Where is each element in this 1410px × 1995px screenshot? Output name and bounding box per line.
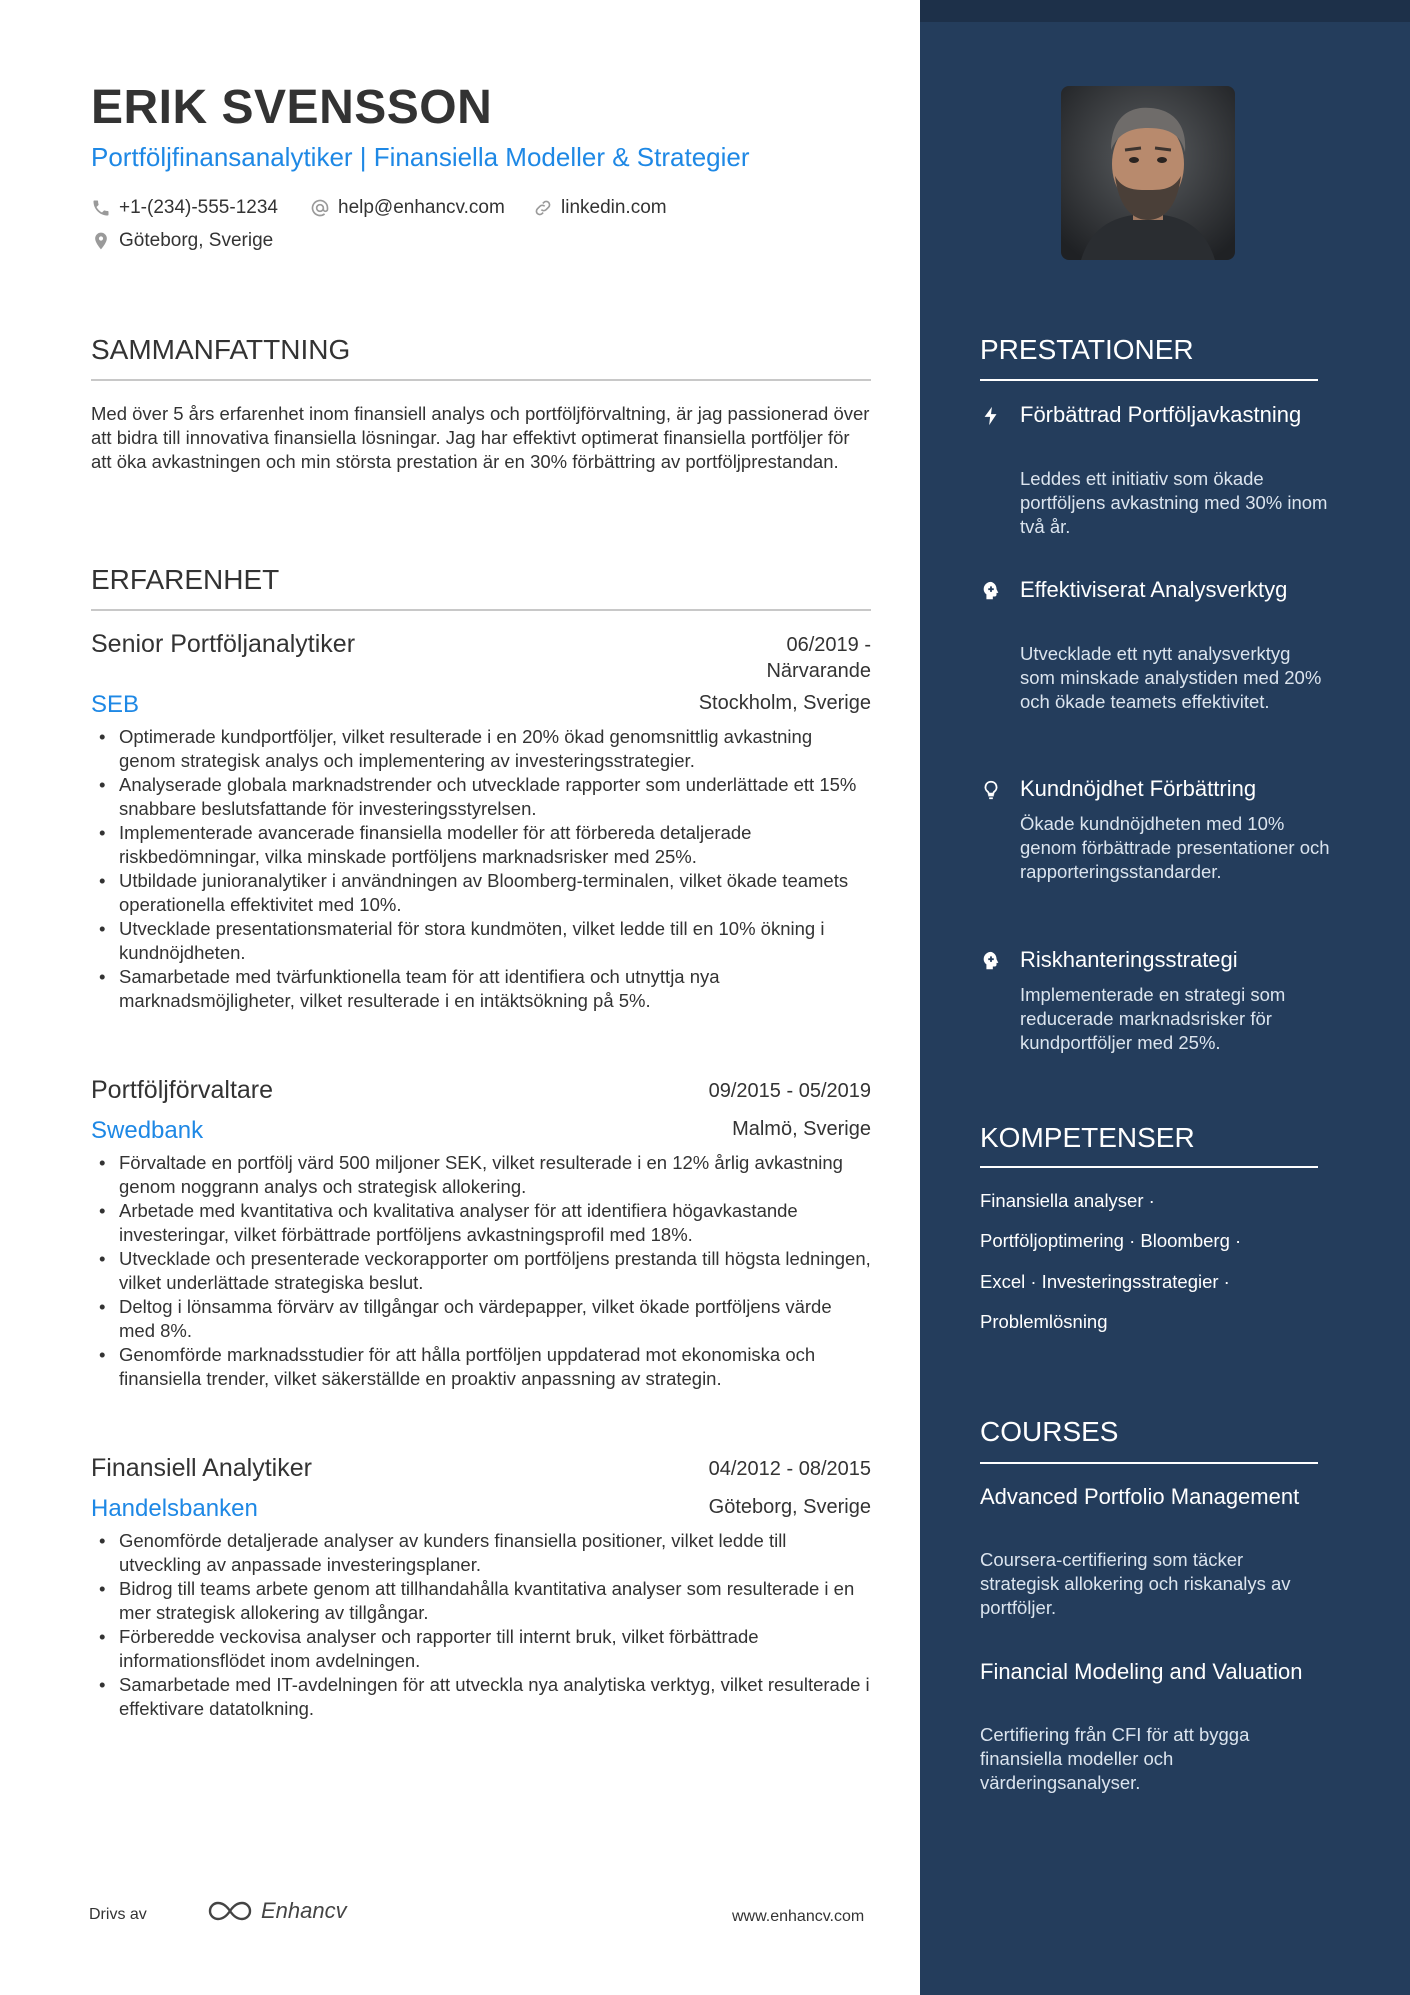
link-icon: [533, 198, 553, 218]
bullet-item: • Deltog i lönsamma förvärv av tillgångar och värdepapper, vilket ökade portföljens värde med 8%.: [91, 1295, 871, 1343]
job-title: Senior Portföljanalytiker: [91, 630, 356, 658]
brand-name: Enhancv: [261, 1898, 347, 1923]
summary-heading: SAMMANFATTNING: [91, 334, 351, 365]
job-location: Göteborg, Sverige: [708, 1496, 871, 1518]
skills-line: Finansiella analyser ·: [980, 1190, 1155, 1211]
candidate-name: ERIK SVENSSON: [91, 81, 493, 134]
bullet-item: • Bidrog till teams arbete genom att tillhandahålla kvantitativa analyser som resulterade i en mer strategisk allokering av tillgångar.: [91, 1577, 871, 1625]
bullet-item: • Utvecklade presentationsmaterial för stora kundmöten, vilket ledde till en 10% ökning i kundnöjdheten.: [91, 917, 871, 965]
bullet-item: • Förberedde veckovisa analyser och rapporter till internt bruk, vilket förbättrade informationsflödet inom avdelningen.: [91, 1625, 871, 1673]
bullet-item: • Samarbetade med IT-avdelningen för att utveckla nya analytiska verktyg, vilket resulterade i effektivare datatolkning.: [91, 1673, 871, 1721]
brain-icon: [980, 950, 1002, 972]
bullet-item: • Genomförde detaljerade analyser av kunders finansiella positioner, vilket ledde till utveckling av anpassade investeringsplaner.: [91, 1529, 871, 1577]
bullet-item: • Optimerade kundportföljer, vilket resulterade i en 20% ökad genomsnittlig avkastning genom strategisk analys och implementering av investeringsstrategier.: [91, 725, 871, 773]
course-description: Certifiering från CFI för att bygga finansiella modeller och värderingsanalyser.: [980, 1724, 1250, 1793]
bullet-item: • Implementerade avancerade finansiella modeller för att förbereda detaljerade riskbedömningar, vilka minskade portföljens marknadsrisker med 25%.: [91, 821, 871, 869]
candidate-subtitle: Portföljfinansanalytiker | Finansiella Modeller & Strategier: [91, 142, 750, 172]
profile-photo: [1061, 86, 1235, 260]
job-bullets: [91, 725, 871, 1013]
powered-by-label: Drivs av: [89, 1906, 147, 1923]
achievements-heading: PRESTATIONER: [980, 334, 1194, 365]
lightbulb-icon: [980, 779, 1002, 801]
course-title: Financial Modeling and Valuation: [980, 1659, 1303, 1684]
bullet-item: • Genomförde marknadsstudier för att hålla portföljen uppdaterad mot ekonomiska och finansiella trender, vilket säkerställde en proaktiv anpassning av strategin.: [91, 1343, 871, 1391]
job-location: Malmö, Sverige: [732, 1118, 871, 1140]
job-date-start: 06/2019 -: [786, 634, 871, 656]
bullet-item: • Utbildade junioranalytiker i användningen av Bloomberg-terminalen, vilket ökade teamets operationella effektivitet med 10%.: [91, 869, 871, 917]
job-title: Finansiell Analytiker: [91, 1454, 312, 1482]
job-bullets: [91, 1151, 871, 1391]
company-name[interactable]: SEB: [91, 691, 140, 718]
phone-icon: [91, 198, 111, 218]
achievement-title: Effektiviserat Analysverktyg: [1020, 577, 1288, 602]
location-contact: [91, 230, 273, 252]
achievement-title: Riskhanteringsstrategi: [1020, 947, 1238, 972]
job-title: Portföljförvaltare: [91, 1076, 274, 1104]
job-date-end: Närvarande: [766, 660, 871, 682]
bullet-item: • Samarbetade med tvärfunktionella team för att identifiera och utnyttja nya marknadsmöjligheter, vilket resulterade i en intäktsökning på 5%.: [91, 965, 871, 1013]
experience-divider: [91, 609, 871, 611]
job-location: Stockholm, Sverige: [698, 692, 871, 714]
job-date: [766, 632, 871, 684]
bullet-item: • Arbetade med kvantitativa och kvalitativa analyser för att identifiera högavkastande investeringar, vilket förbättrade portföljens avkastningsprofil med 18%.: [91, 1199, 871, 1247]
location-text: Göteborg, Sverige: [119, 230, 274, 251]
linkedin-contact[interactable]: [533, 197, 667, 219]
infinity-logo-icon: [207, 1899, 253, 1923]
course-description: Coursera-certifiering som täcker strategisk allokering och riskanalys av portföljer.: [980, 1549, 1291, 1618]
job-date: 04/2012 - 08/2015: [708, 1458, 871, 1480]
linkedin-text: linkedin.com: [561, 197, 667, 218]
bullet-item: • Analyserade globala marknadstrender och utvecklade rapporter som underlättade ett 15% snabbare beslutsfattande för investeringsstyrelsen.: [91, 773, 871, 821]
job-date: 09/2015 - 05/2019: [708, 1080, 871, 1102]
achievement-description: Ökade kundnöjdheten med 10% genom förbättrade presentationer och rapporteringsstandarder.: [1020, 813, 1330, 882]
email-contact[interactable]: [310, 197, 505, 219]
company-name[interactable]: Handelsbanken: [91, 1495, 258, 1522]
course-title: Advanced Portfolio Management: [980, 1484, 1300, 1509]
summary-text: Med över 5 års erfarenhet inom finansiell analys och portföljförvaltning, är jag passionerad över att bidra till innovativa finansiella lösningar. Jag har effektivt optimerat finansiella portföljer för att öka avkastningen och min största prestation är en 30% förbättring av portföljprestandan.: [91, 403, 870, 472]
company-name[interactable]: Swedbank: [91, 1117, 204, 1144]
sidebar-top-band: [920, 0, 1410, 22]
skills-heading: KOMPETENSER: [980, 1122, 1195, 1153]
lightning-icon: [980, 405, 1002, 427]
skills-line: Excel · Investeringsstrategier ·: [980, 1271, 1230, 1292]
achievements-divider: [980, 379, 1318, 381]
summary-divider: [91, 379, 871, 381]
achievement-title: Förbättrad Portföljavkastning: [1020, 402, 1302, 427]
email-text: help@enhancv.com: [338, 197, 505, 218]
job-bullets: [91, 1529, 871, 1721]
at-icon: [310, 198, 330, 218]
achievement-description: Implementerade en strategi som reducerade marknadsrisker för kundportföljer med 25%.: [1020, 984, 1286, 1053]
bullet-item: • Förvaltade en portfölj värd 500 miljoner SEK, vilket resulterade i en 12% årlig avkastning genom noggrann analys och strategisk allokering.: [91, 1151, 871, 1199]
achievement-description: Utvecklade ett nytt analysverktyg som minskade analystiden med 20% och ökade teamets effektivitet.: [1020, 643, 1322, 712]
courses-divider: [980, 1462, 1318, 1464]
skills-divider: [980, 1166, 1318, 1168]
courses-heading: COURSES: [980, 1416, 1119, 1447]
skills-line: Problemlösning: [980, 1311, 1108, 1332]
phone-text: +1-(234)-555-1234: [119, 197, 278, 218]
website-link[interactable]: www.enhancv.com: [732, 1908, 865, 1925]
experience-heading: ERFARENHET: [91, 564, 280, 595]
brain-icon: [980, 580, 1002, 602]
bullet-item: • Utvecklade och presenterade veckorapporter om portföljens prestanda till högsta ledningen, vilket underlättade strategiska beslut.: [91, 1247, 871, 1295]
phone-contact[interactable]: [91, 197, 278, 219]
achievement-title: Kundnöjdhet Förbättring: [1020, 776, 1257, 801]
skills-line: Portföljoptimering · Bloomberg ·: [980, 1230, 1242, 1251]
map-pin-icon: [91, 231, 111, 251]
enhancv-logo[interactable]: [207, 1898, 347, 1924]
achievement-description: Leddes ett initiativ som ökade portföljens avkastning med 30% inom två år.: [1020, 468, 1328, 537]
